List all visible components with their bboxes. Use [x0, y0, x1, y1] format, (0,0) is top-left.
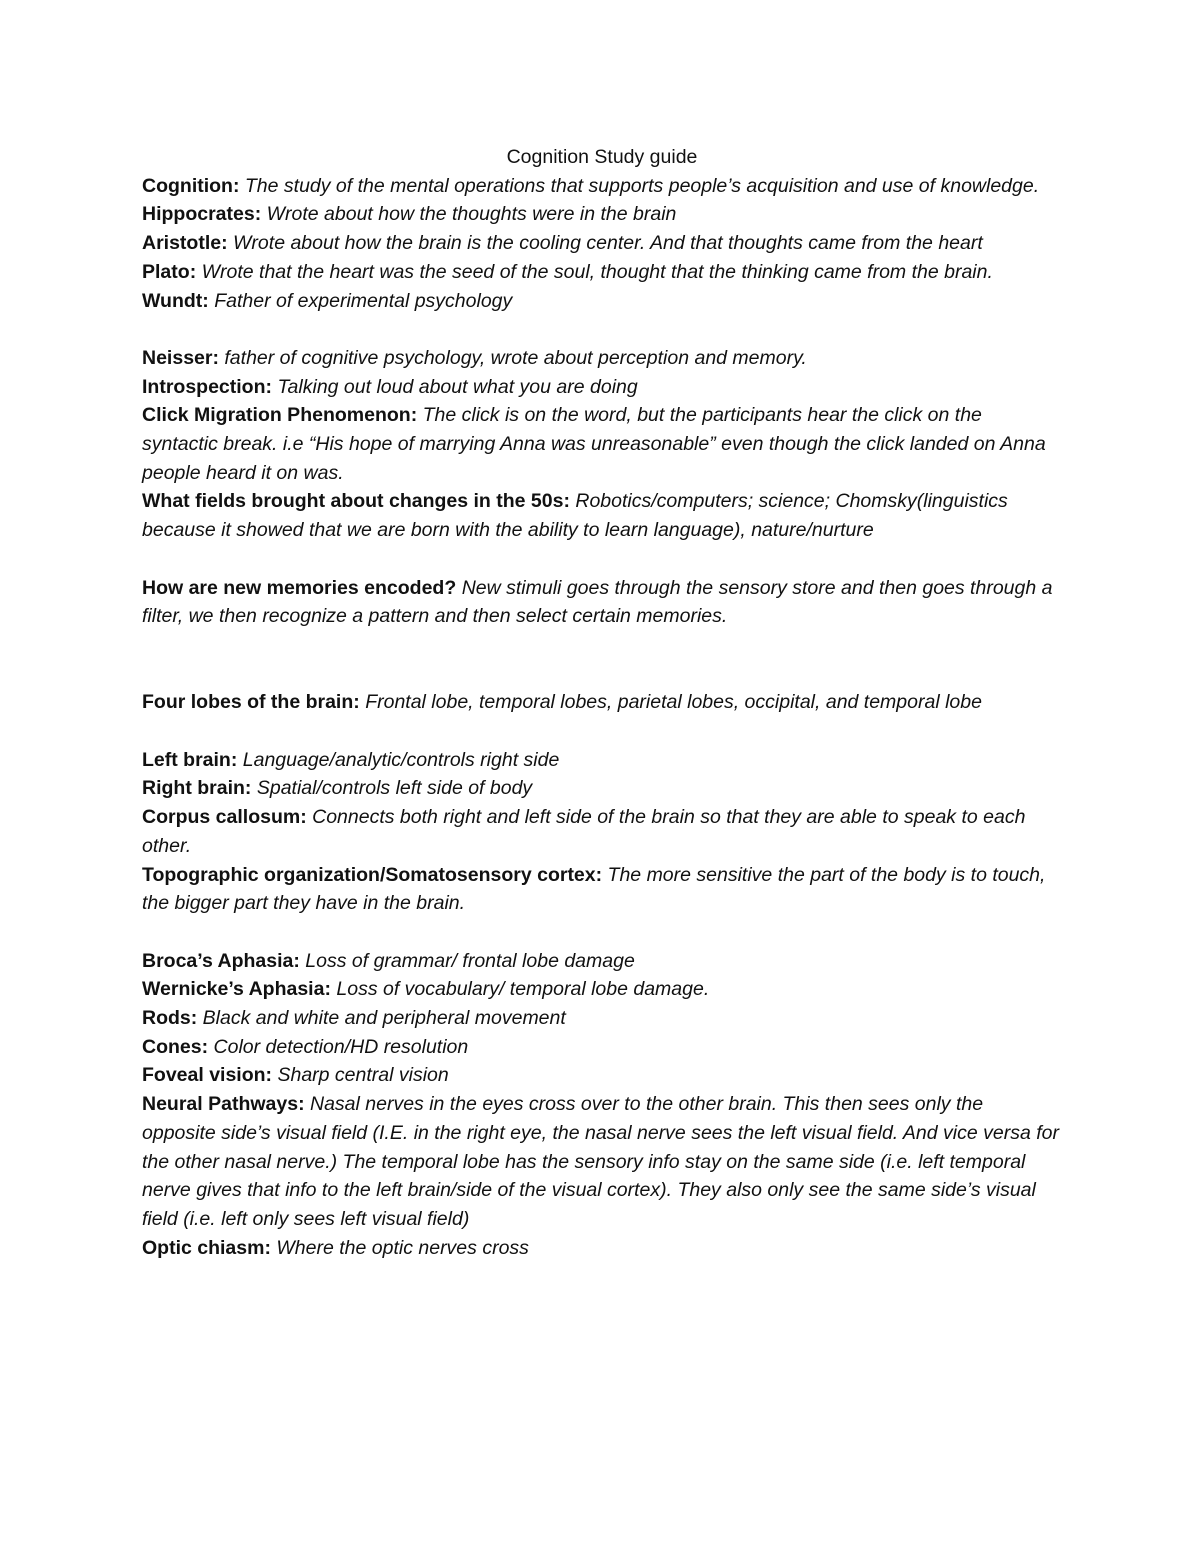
entry-definition: Loss of grammar/ frontal lobe damage [305, 949, 635, 972]
entry-term: Wundt [142, 289, 203, 312]
entry-plato: Plato: Wrote that the heart was the seed of the soul, thought that the thinking came from the brain. [142, 260, 993, 283]
entry-definition: Black and white and peripheral movement [202, 1007, 566, 1030]
entry-definition: The click is on the word, but the participants hear the click on the syntactic break. i.e “His hope of marrying Anna was unreasonable” even though the click landed on Anna people heard it on was. [142, 404, 1046, 484]
blank-line [142, 918, 1062, 947]
entry-introspection: Introspection: Talking out loud about what you are doing [142, 375, 638, 398]
entry-definition: Talking out loud about what you are doing [277, 375, 638, 398]
entry-aristotle: Aristotle: Wrote about how the brain is the cooling center. And that thoughts came from the heart [142, 232, 983, 255]
entry-definition: Color detection/HD resolution [213, 1035, 469, 1058]
entry-term: Hippocrates: [142, 203, 262, 226]
entry-four-lobes: Four lobes of the brain: Frontal lobe, temporal lobes, parietal lobes, occipital, and temporal lobe [142, 691, 982, 714]
entry-corpus-callosum: Corpus callosum: Connects both right and left side of the brain so that they are able to speak to each other. [142, 806, 1026, 857]
entry-term: Topographic organization/Somatosensory cortex [142, 863, 596, 886]
entry-left-brain: Left brain: Language/analytic/controls right side [142, 748, 560, 771]
entry-term: Aristotle [142, 232, 222, 255]
entry-optic-chiasm: Optic chiasm: Where the optic nerves cross [142, 1236, 529, 1259]
entry-definition: Connects both right and left side of the brain so that they are able to speak to each other. [142, 806, 1026, 857]
entry-neural-pathways [142, 1090, 1062, 1234]
entry-definition: Loss of vocabulary/ temporal lobe damage. [336, 978, 710, 1001]
entry-definition: Language/analytic/controls right side [242, 748, 560, 771]
entry-definition: The study of the mental operations that supports people’s acquisition and use of knowledge. [244, 174, 1040, 197]
entry-definition: The more sensitive the part of the body is to touch, the bigger part they have in the brain. [142, 863, 1046, 915]
entry-term: Click Migration Phenomenon [142, 404, 411, 427]
entry-wundt: Wundt: Father of experimental psychology [142, 289, 513, 312]
entry-term: Four lobes of the brain [142, 691, 354, 714]
entry-term: Neisser [142, 346, 213, 369]
entry-term: Cognition: [142, 174, 240, 197]
entry-term: Right brain [142, 777, 245, 800]
entry-hippocrates [142, 200, 1062, 229]
entry-term: Left brain [142, 748, 231, 771]
blank-line [142, 631, 1062, 688]
entry-definition: Father of experimental psychology [214, 289, 513, 312]
entry-memories-encoded [142, 574, 1062, 631]
entry-term: Cones [142, 1035, 202, 1058]
entry-definition: Nasal nerves in the eyes cross over to the other brain. This then sees only the opposite side’s visual field (I.E. in the right eye, the nasal nerve sees the left visual field. And vice versa for the other nasal nerve.) The temporal lobe has the sensory info stay on the same side (i.e. left temporal nerve gives that info to the left brain/side of the visual cortex). They also only see the same side’s visual field (i.e. left only sees left visual field) [142, 1093, 1059, 1230]
entry-right-brain: Right brain: Spatial/controls left side of body [142, 777, 533, 800]
entry-term: Wernicke’s Aphasia [142, 978, 325, 1001]
entry-definition: Frontal lobe, temporal lobes, parietal lobes, occipital, and temporal lobe [365, 691, 982, 714]
entry-definition: Wrote that the heart was the seed of the soul, thought that the thinking came from the brain. [201, 260, 993, 283]
entry-cognition [142, 172, 1062, 201]
blank-line [142, 717, 1062, 746]
entry-brocas-aphasia: Broca’s Aphasia: Loss of grammar/ frontal lobe damage [142, 949, 635, 972]
entry-term: How are new memories encoded? [142, 576, 457, 599]
entry-definition: Robotics/computers; science; Chomsky(linguistics because it showed that we are born with the ability to learn language), nature/nurture [142, 490, 1008, 542]
entry-wernickes-aphasia: Wernicke’s Aphasia: Loss of vocabulary/ temporal lobe damage. [142, 978, 710, 1001]
entry-definition: Wrote about how the thoughts were in the brain [266, 203, 677, 226]
entry-term: What fields brought about changes in the 50s [142, 490, 564, 513]
entry-term: Neural Pathways: [142, 1093, 305, 1116]
entry-term: Optic chiasm [142, 1236, 265, 1259]
document-page [142, 143, 1062, 1262]
entry-neisser: Neisser: father of cognitive psychology, wrote about perception and memory. [142, 346, 807, 369]
entry-fields-50s: What fields brought about changes in the 50s: Robotics/computers; science; Chomsky(linguistics because it showed that we are born with the ability to learn language), nature/nurture [142, 490, 1008, 542]
entry-term: Introspection [142, 375, 266, 398]
entry-definition: father of cognitive psychology, wrote about perception and memory. [224, 346, 807, 369]
entry-click-migration: Click Migration Phenomenon: The click is on the word, but the participants hear the click on the syntactic break. i.e “His hope of marrying Anna was unreasonable” even though the click landed on Anna people heard it on was. [142, 404, 1046, 484]
blank-line [142, 545, 1062, 574]
document-title: Cognition Study guide [506, 146, 698, 168]
entry-definition: Where the optic nerves cross [276, 1236, 529, 1259]
entry-definition: New stimuli goes through the sensory store and then goes through a filter, we then recognize a pattern and then select certain memories. [142, 576, 1053, 628]
entry-term: Rods [142, 1007, 191, 1030]
entry-term: Foveal vision [142, 1064, 266, 1087]
entry-term: Plato [142, 260, 190, 283]
entry-definition: Sharp central vision [277, 1064, 449, 1087]
entry-definition: Spatial/controls left side of body [256, 777, 533, 800]
entry-definition: Wrote about how the brain is the cooling center. And that thoughts came from the heart [233, 232, 983, 255]
entry-rods: Rods: Black and white and peripheral movement [142, 1007, 566, 1030]
entry-term: Corpus callosum [142, 806, 301, 829]
blank-line [142, 315, 1062, 344]
entry-topographic-organization: Topographic organization/Somatosensory cortex: The more sensitive the part of the body is to touch, the bigger part they have in the brain. [142, 863, 1046, 915]
entry-foveal-vision: Foveal vision: Sharp central vision [142, 1064, 449, 1087]
entry-term: Broca’s Aphasia [142, 949, 294, 972]
entry-cones: Cones: Color detection/HD resolution [142, 1035, 469, 1058]
